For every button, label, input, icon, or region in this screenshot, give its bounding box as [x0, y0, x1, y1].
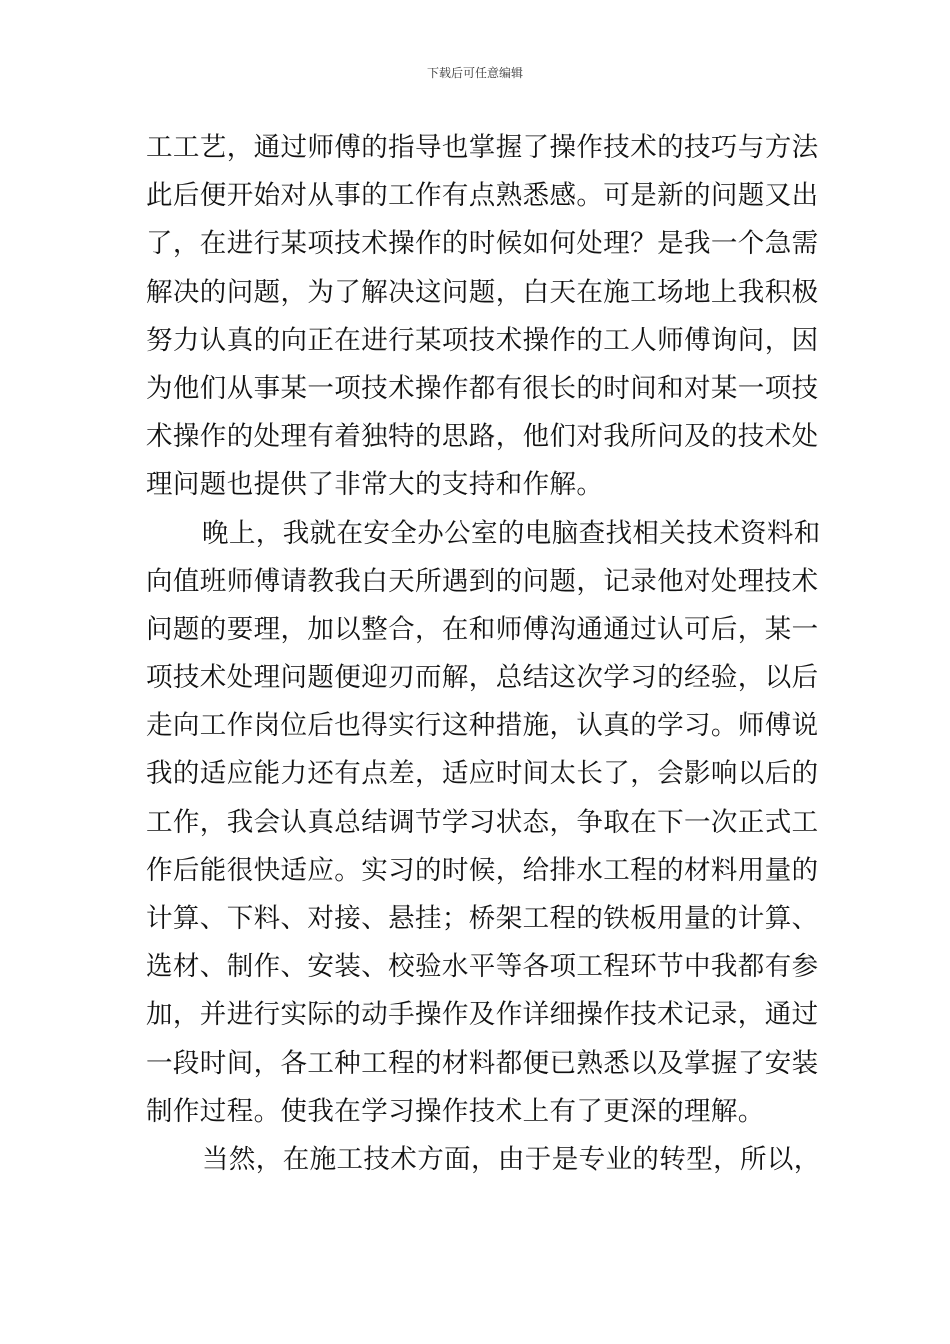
text-line: 一段时间，各工种工程的材料都便已熟悉以及掌握了安装 — [146, 1047, 819, 1079]
text-line: 此后便开始对从事的工作有点熟悉感。可是新的问题又出 — [146, 180, 819, 212]
text-line: 工作，我会认真总结调节学习状态，争取在下一次正式工 — [146, 806, 819, 838]
text-line: 理问题也提供了非常大的支持和作解。 — [146, 469, 604, 501]
text-line: 问题的要理，加以整合，在和师傅沟通通过认可后，某一 — [146, 613, 819, 645]
text-line: 制作过程。使我在学习操作技术上有了更深的理解。 — [146, 1095, 765, 1127]
text-line: 加，并进行实际的动手操作及作详细操作技术记录，通过 — [146, 999, 819, 1031]
text-line: 我的适应能力还有点差，适应时间太长了，会影响以后的 — [146, 758, 819, 790]
text-line: 项技术处理问题便迎刃而解，总结这次学习的经验，以后 — [146, 662, 819, 694]
paragraph-start-line: 晚上，我就在安全办公室的电脑查找相关技术资料和 — [202, 517, 821, 549]
text-line: 了，在进行某项技术操作的时候如何处理？是我一个急需 — [146, 228, 819, 260]
text-line: 计算、下料、对接、悬挂；桥架工程的铁板用量的计算、 — [146, 903, 819, 934]
text-line: 向值班师傅请教我白天所遇到的问题，记录他对处理技术 — [146, 565, 819, 597]
text-line: 工工艺，通过师傅的指导也掌握了操作技术的技巧与方法 — [146, 132, 819, 163]
text-line: 为他们从事某一项技术操作都有很长的时间和对某一项技 — [146, 372, 819, 404]
paragraph-start-line: 当然，在施工技术方面，由于是专业的转型，所以， — [202, 1143, 821, 1175]
page-header-note: 下载后可任意编辑 — [426, 66, 523, 80]
text-line: 走向工作岗位后也得实行这种措施，认真的学习。师傅说 — [146, 710, 819, 742]
text-line: 解决的问题，为了解决这问题，白天在施工场地上我积极 — [146, 276, 819, 308]
text-line: 术操作的处理有着独特的思路，他们对我所问及的技术处 — [146, 421, 819, 453]
text-line: 作后能很快适应。实习的时候，给排水工程的材料用量的 — [146, 854, 819, 886]
text-line: 努力认真的向正在进行某项技术操作的工人师傅询问，因 — [146, 324, 819, 356]
text-line: 选材、制作、安装、校验水平等各项工程环节中我都有参 — [146, 951, 819, 983]
document-body — [146, 124, 821, 1184]
